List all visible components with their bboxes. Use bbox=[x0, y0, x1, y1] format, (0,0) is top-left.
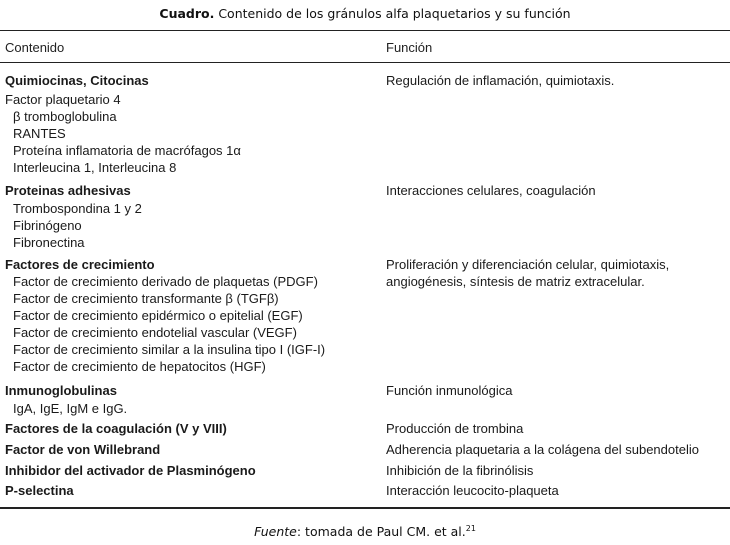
function-text: Interacción leucocito-plaqueta bbox=[386, 483, 559, 498]
table-row bbox=[0, 108, 730, 125]
table-row bbox=[0, 324, 730, 341]
function-text: Inhibición de la fibrinólisis bbox=[386, 463, 534, 478]
content-item: β tromboglobulina bbox=[13, 109, 117, 124]
category-label: Quimiocinas, Citocinas bbox=[5, 73, 149, 88]
table-row bbox=[0, 358, 730, 375]
table-row bbox=[0, 217, 730, 234]
content-item: RANTES bbox=[13, 126, 66, 141]
source-note bbox=[0, 524, 730, 539]
function-text: Interacciones celulares, coagulación bbox=[386, 183, 596, 198]
source-ref: 21 bbox=[465, 524, 476, 533]
function-text: Proliferación y diferenciación celular, quimiotaxis, bbox=[386, 257, 670, 272]
table-row bbox=[0, 307, 730, 324]
content-item: Factor de crecimiento endotelial vascular (VEGF) bbox=[13, 325, 297, 340]
table-row bbox=[0, 400, 730, 417]
function-text: angiogénesis, síntesis de matriz extracelular. bbox=[386, 274, 645, 289]
category-label: Proteinas adhesivas bbox=[5, 183, 131, 198]
content-item: Trombospondina 1 y 2 bbox=[13, 201, 142, 216]
function-text: Función inmunológica bbox=[386, 383, 513, 398]
header-rule bbox=[0, 62, 730, 63]
table-row bbox=[0, 420, 730, 437]
content-item: Fibronectina bbox=[13, 235, 85, 250]
table-row bbox=[0, 256, 730, 273]
caption-text: Contenido de los gránulos alfa plaquetarios y su función bbox=[214, 6, 571, 21]
function-text: Regulación de inflamación, quimiotaxis. bbox=[386, 73, 615, 88]
content-item: Interleucina 1, Interleucina 8 bbox=[13, 160, 177, 175]
content-item: Proteína inflamatoria de macrófagos 1α bbox=[13, 143, 241, 158]
table-row bbox=[0, 159, 730, 176]
table-row bbox=[0, 125, 730, 142]
content-item: Fibrinógeno bbox=[13, 218, 82, 233]
category-label: Factores de la coagulación (V y VIII) bbox=[5, 421, 227, 436]
table-row bbox=[0, 290, 730, 307]
content-item: Factor de crecimiento de hepatocitos (HGF) bbox=[13, 359, 266, 374]
caption-label: Cuadro. bbox=[159, 6, 215, 21]
table-row bbox=[0, 273, 730, 290]
table-row bbox=[0, 182, 730, 199]
category-label: Inmunoglobulinas bbox=[5, 383, 117, 398]
category-label: Factor de von Willebrand bbox=[5, 442, 161, 457]
table-row bbox=[0, 341, 730, 358]
table-caption bbox=[0, 6, 730, 21]
bottom-rule bbox=[0, 507, 730, 509]
function-text: Adherencia plaquetaria a la colágena del subendotelio bbox=[386, 442, 699, 457]
content-item: Factor de crecimiento epidérmico o epitelial (EGF) bbox=[13, 308, 303, 323]
table-row bbox=[0, 441, 730, 458]
header-contenido: Contenido bbox=[5, 40, 65, 55]
function-text: Producción de trombina bbox=[386, 421, 524, 436]
table-row bbox=[0, 72, 730, 89]
header-funcion: Función bbox=[386, 40, 433, 55]
content-item: IgA, IgE, IgM e IgG. bbox=[13, 401, 128, 416]
content-item: Factor de crecimiento derivado de plaquetas (PDGF) bbox=[13, 274, 318, 289]
source-label: Fuente bbox=[254, 524, 297, 539]
table-row bbox=[0, 462, 730, 479]
table-row bbox=[0, 142, 730, 159]
category-label: P-selectina bbox=[5, 483, 74, 498]
content-item: Factor plaquetario 4 bbox=[5, 92, 121, 107]
category-label: Inhibidor del activador de Plasminógeno bbox=[5, 463, 256, 478]
table-row bbox=[0, 382, 730, 399]
source-text: : tomada de Paul CM. et al. bbox=[296, 524, 466, 539]
content-item: Factor de crecimiento transformante β (TGFβ) bbox=[13, 291, 279, 306]
category-label: Factores de crecimiento bbox=[5, 257, 155, 272]
content-item: Factor de crecimiento similar a la insulina tipo I (IGF-I) bbox=[13, 342, 326, 357]
top-rule bbox=[0, 30, 730, 31]
table-row bbox=[0, 200, 730, 217]
table-row bbox=[0, 482, 730, 499]
table-row bbox=[0, 91, 730, 108]
table-row bbox=[0, 234, 730, 251]
